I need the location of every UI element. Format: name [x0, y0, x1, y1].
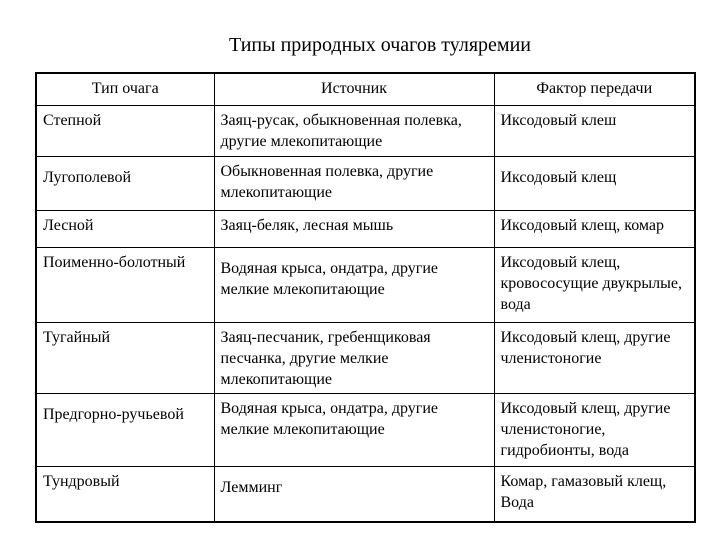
focus-type-cell: Степной	[36, 106, 214, 157]
focus-type-cell: Тугайный	[36, 323, 214, 394]
transmission-factor-cell: Комар, гамазовый клещ, Вода	[494, 467, 695, 523]
transmission-factor-cell: Иксодовый клещ, другие членистоногие, гидробионты, вода	[494, 394, 695, 467]
page-title: Типы природных очагов туляремии	[229, 34, 531, 56]
source-cell: Заяц-песчаник, гребенщиковая песчанка, другие мелкие млекопитающие	[214, 323, 494, 394]
transmission-factor-cell: Иксодовый клещ	[494, 157, 695, 211]
source-cell: Водяная крыса, ондатра, другие мелкие млекопитающие	[214, 394, 494, 467]
table-row	[36, 157, 695, 211]
table-header-row	[36, 73, 695, 106]
table-row	[36, 106, 695, 157]
transmission-factor-cell: Иксодовый клещ, комар	[494, 211, 695, 248]
table-row	[36, 394, 695, 467]
header-focus-type: Тип очага	[36, 73, 214, 106]
transmission-factor-cell: Иксодовый клещ, другие членистоногие	[494, 323, 695, 394]
source-cell: Заяц-русак, обыкновенная полевка, другие млекопитающие	[214, 106, 494, 157]
focus-type-cell: Предгорно-ручьевой	[36, 394, 214, 467]
table-row	[36, 323, 695, 394]
transmission-factor-cell: Иксодовый клеш	[494, 106, 695, 157]
focus-type-cell: Тундровый	[36, 467, 214, 523]
foci-types-table	[35, 72, 696, 523]
focus-type-cell: Лесной	[36, 211, 214, 248]
source-cell: Водяная крыса, ондатра, другие мелкие млекопитающие	[214, 248, 494, 323]
transmission-factor-cell: Иксодовый клещ, кровососущие двукрылые, вода	[494, 248, 695, 323]
source-cell: Обыкновенная полевка, другие млекопитающие	[214, 157, 494, 211]
source-cell: Заяц-беляк, лесная мышь	[214, 211, 494, 248]
focus-type-cell: Поименно-болотный	[36, 248, 214, 323]
table-row	[36, 467, 695, 523]
header-transmission-factor: Фактор передачи	[494, 73, 695, 106]
focus-type-cell: Лугополевой	[36, 157, 214, 211]
table-row	[36, 211, 695, 248]
header-source: Источник	[214, 73, 494, 106]
table-row	[36, 248, 695, 323]
source-cell: Лемминг	[214, 467, 494, 523]
